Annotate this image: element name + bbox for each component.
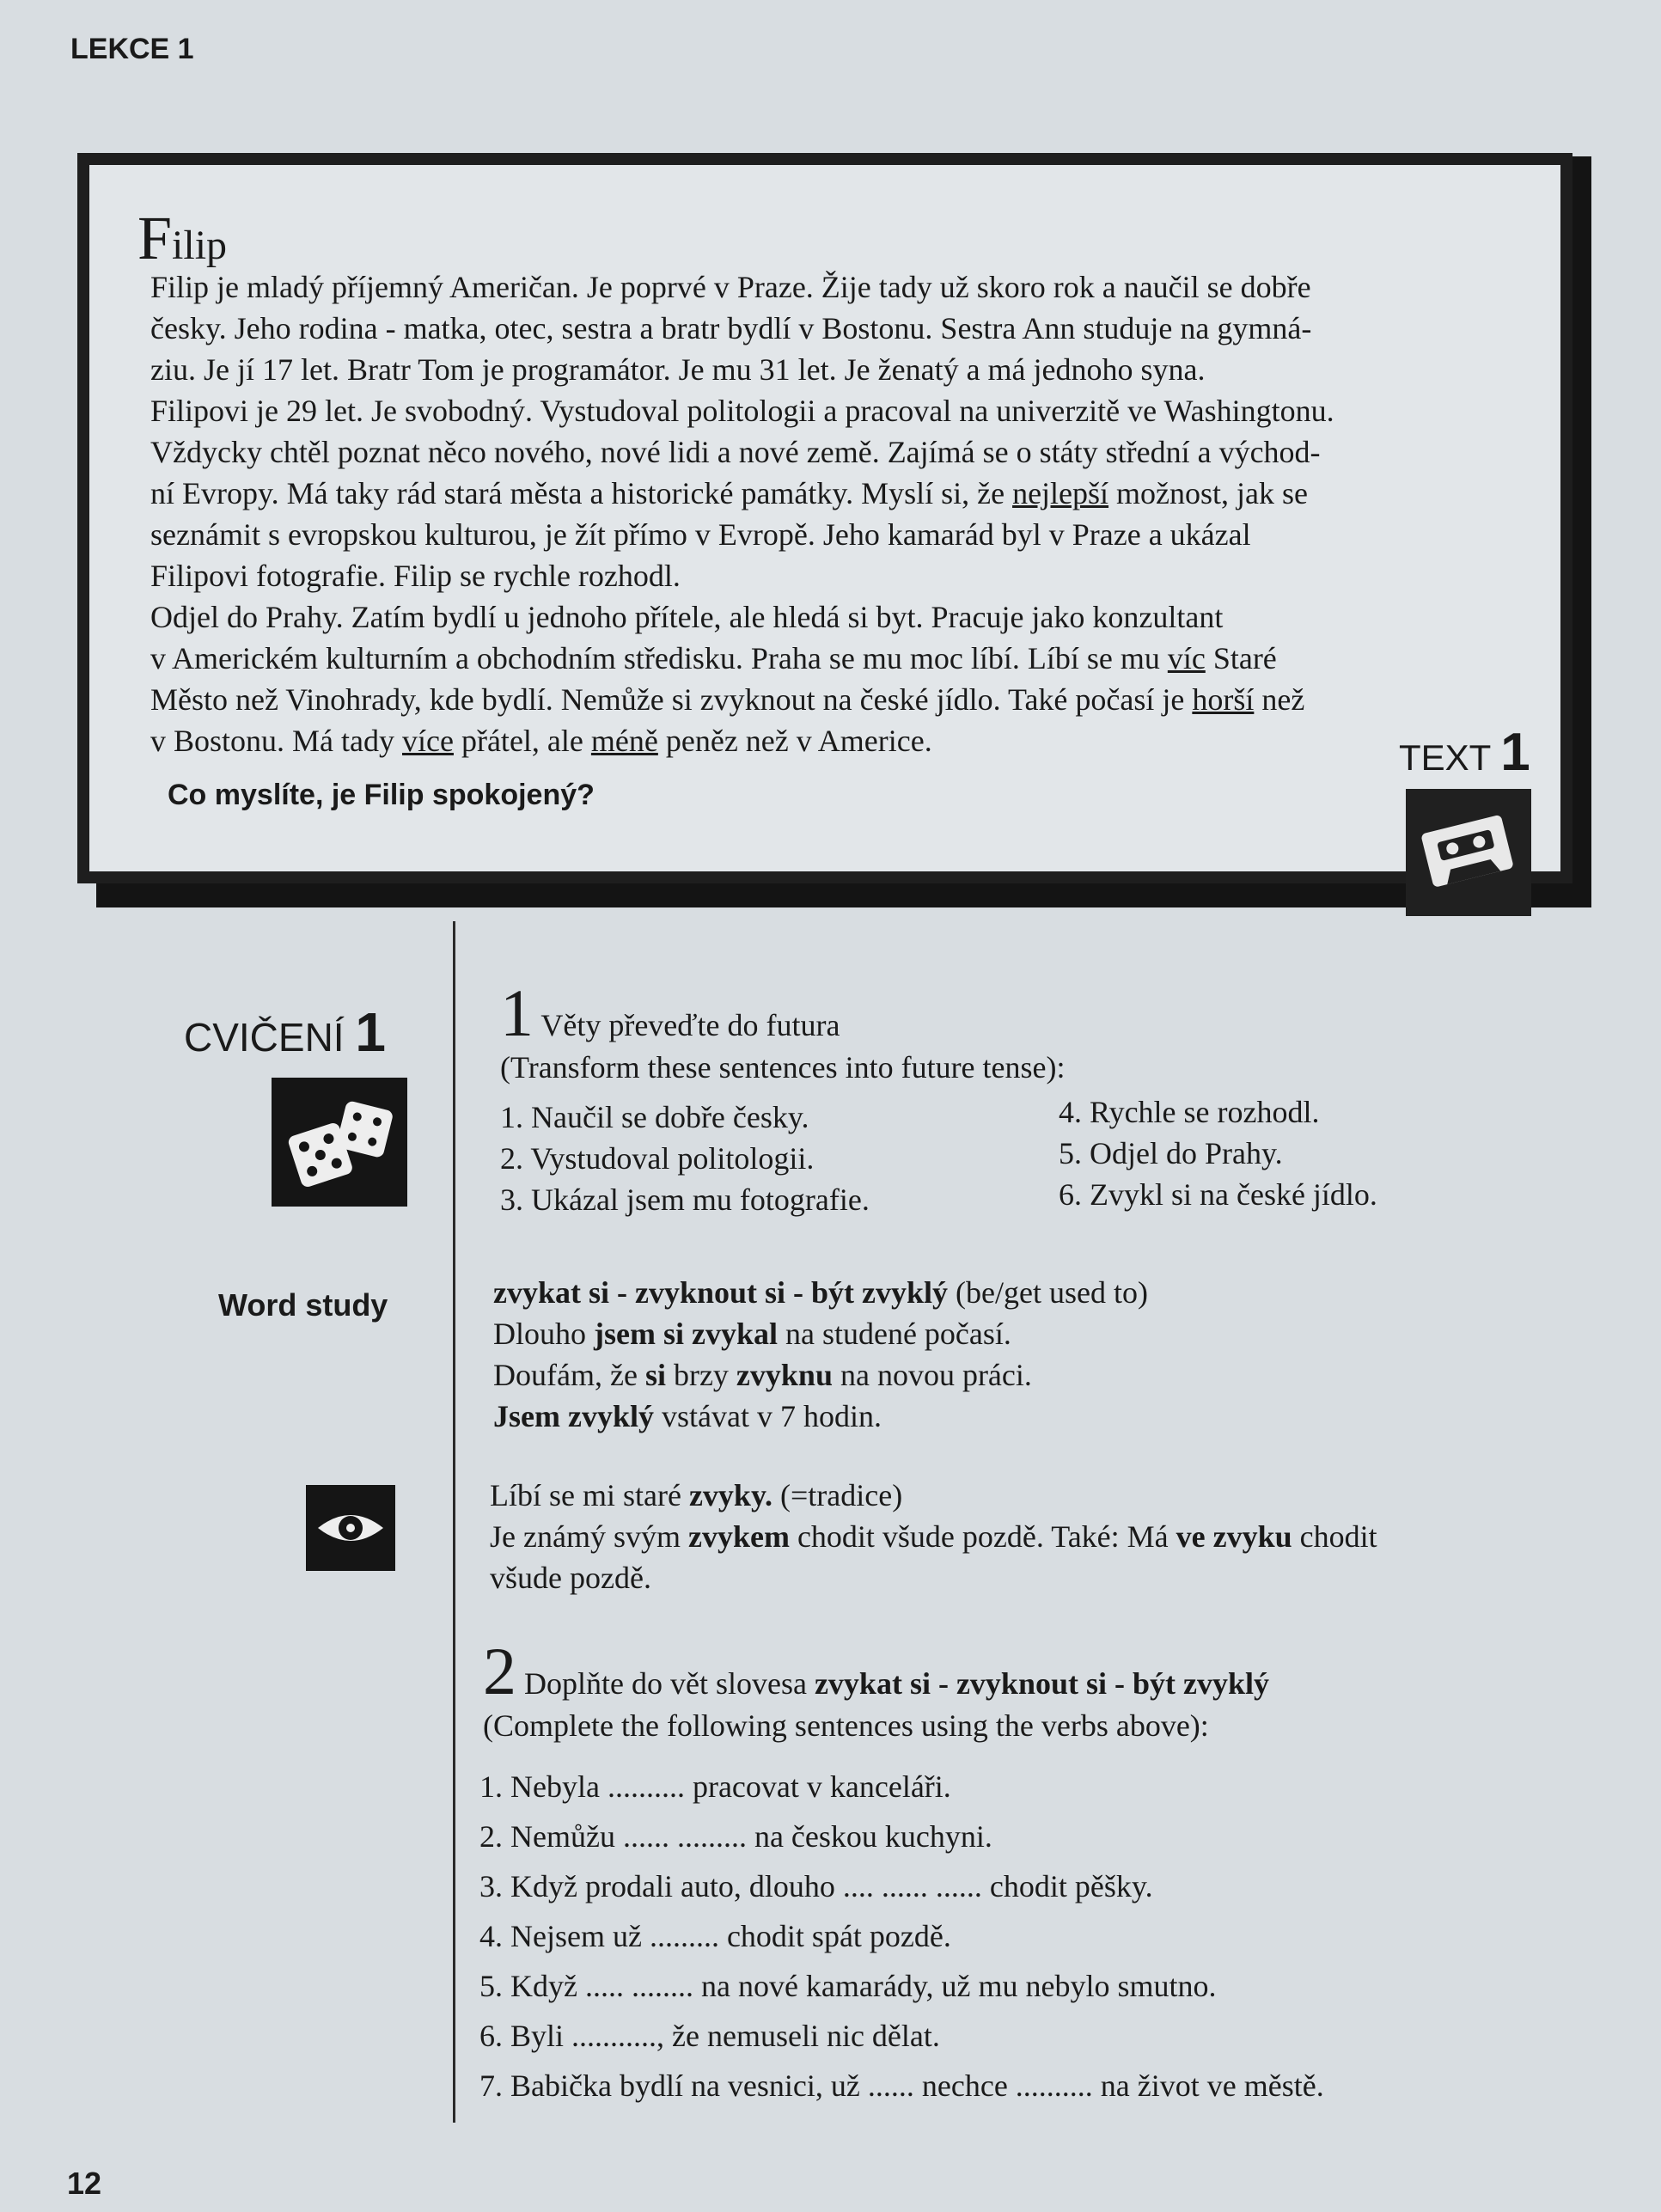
text-segment: chodit (1292, 1519, 1377, 1554)
title-initial: F (137, 204, 173, 272)
text-line (150, 473, 1542, 514)
exercise1-item: 5. Odjel do Prahy. (1059, 1136, 1283, 1170)
text-segment: přátel, ale (453, 724, 591, 758)
text-title (137, 203, 227, 274)
text-segment: brzy (665, 1358, 736, 1392)
exercise2-verbs: zvykat si - zvyknout si - být zvyklý (814, 1666, 1269, 1701)
word-study-example (493, 1313, 1148, 1354)
text-segment: (=tradice) (772, 1478, 903, 1512)
bold-segment: jsem si zvykal (594, 1317, 778, 1351)
exercise-number: 1 (355, 1001, 386, 1063)
text-label-number: 1 (1500, 723, 1530, 782)
exercise2-item: 6. Byli ..........., že nemuseli nic dělat. (479, 2019, 940, 2053)
text-segment: peněz než v Americe. (657, 724, 932, 758)
underlined-word: méně (590, 724, 658, 758)
text-label-word: TEXT (1399, 737, 1491, 778)
text-line (150, 720, 1542, 761)
text-line: seznámit s evropskou kulturou, je žít přímo v Evropě. Jeho kamarád byl v Praze a ukázal (150, 517, 1251, 552)
dice-icon (272, 1078, 407, 1207)
page-number: 12 (67, 2166, 102, 2201)
exercise2-item: 1. Nebyla .......... pracovat v kanceláři. (479, 1769, 951, 1804)
text-segment: možnost, jak se (1108, 476, 1309, 510)
exercise-label (184, 1000, 386, 1064)
text-segment: v Bostonu. Má tady (150, 724, 402, 758)
text-label (1399, 722, 1530, 783)
usage-block (490, 1475, 1377, 1598)
exercise-word: CVIČENÍ (184, 1015, 345, 1060)
exercise1-item: 1. Naučil se dobře česky. (500, 1100, 809, 1134)
lesson-label: LEKCE 1 (70, 33, 194, 65)
eye-icon-graphic (306, 1485, 395, 1571)
bold-segment: Jsem zvyklý (493, 1399, 654, 1433)
column-divider (453, 921, 455, 2123)
text-line: Filipovi je 29 let. Je svobodný. Vystudoval politologii a pracoval na univerzitě ve Washingtonu. (150, 394, 1334, 428)
text-line: Filip je mladý příjemný Američan. Je poprvé v Praze. Žije tady už skoro rok a naučil se dobře (150, 270, 1311, 304)
text-segment: Je známý svým (490, 1519, 688, 1554)
text-segment: Líbí se mi staré (490, 1478, 689, 1512)
underlined-word: více (402, 724, 454, 758)
usage-line: všude pozdě. (490, 1561, 651, 1595)
text-segment: Dlouho (493, 1317, 594, 1351)
exercise2-item: 4. Nejsem už ......... chodit spát pozdě. (479, 1919, 951, 1953)
text-segment: chodit všude pozdě. Také: Má (789, 1519, 1176, 1554)
word-study-heading (493, 1272, 1148, 1313)
text-segment: Staré (1205, 641, 1277, 675)
eye-icon (306, 1485, 395, 1571)
exercise1-item: 6. Zvykl si na české jídlo. (1059, 1177, 1377, 1212)
exercise2-item: 5. Když ..... ........ na nové kamarády, už mu nebylo smutno. (479, 1969, 1217, 2003)
exercise2-item: 2. Nemůžu ...... ......... na českou kuchyni. (479, 1819, 992, 1854)
text-segment: na novou práci. (832, 1358, 1032, 1392)
bold-segment: zvykem (687, 1519, 790, 1554)
title-rest: ilip (172, 223, 228, 268)
text-line: Filipovi fotografie. Filip se rychle rozhodl. (150, 559, 681, 593)
bold-segment: ve zvyku (1176, 1519, 1292, 1554)
exercise1-item: 3. Ukázal jsem mu fotografie. (500, 1182, 870, 1217)
word-study-label: Word study (218, 1287, 388, 1323)
usage-line (490, 1516, 1377, 1557)
text-line: Odjel do Prahy. Zatím bydlí u jednoho přítele, ale hledá si byt. Pracuje jako konzultant (150, 600, 1224, 634)
exercise1-item: 2. Vystudoval politologii. (500, 1141, 815, 1176)
exercise2-instruction-en: (Complete the following sentences using the verbs above): (483, 1708, 1209, 1743)
underlined-word: nejlepší (1012, 476, 1109, 510)
text-segment: ní Evropy. Má taky rád stará města a historické památky. Myslí si, že (150, 476, 1013, 510)
text-line (150, 679, 1542, 720)
exercise2-item: 7. Babička bydlí na vesnici, už ...... nechce .......... na život ve městě. (479, 2068, 1324, 2103)
exercise2-instruction-cz: Doplňte do vět slovesa (524, 1666, 815, 1701)
usage-line (490, 1475, 1377, 1516)
underlined-word: víc (1167, 641, 1206, 675)
text-line: ziu. Je jí 17 let. Bratr Tom je programátor. Je mu 31 let. Je ženatý a má jednoho syna. (150, 352, 1206, 387)
exercise1-instruction-cz: Věty převeďte do futura (540, 1008, 840, 1042)
word-study-gloss: (be/get used to) (948, 1275, 1148, 1310)
exercise1-number: 1 (500, 975, 534, 1050)
text-segment: na studené počasí. (777, 1317, 1011, 1351)
exercise1-items-right (1059, 1091, 1377, 1215)
text-line: Vždycky chtěl poznat něco nového, nové lidi a nové země. Zajímá se o státy střední a východ- (150, 435, 1321, 469)
bold-segment: si (644, 1358, 666, 1392)
text-segment: Doufám, že (493, 1358, 645, 1392)
exercise1-instruction-en: (Transform these sentences into future tense): (500, 1050, 1066, 1085)
exercise2-heading (483, 1634, 1269, 1746)
text-segment: vstávat v 7 hodin. (653, 1399, 882, 1433)
exercise2-number: 2 (483, 1634, 516, 1708)
text-segment: Město než Vinohrady, kde bydlí. Nemůže si zvyknout na české jídlo. Také počasí je (150, 682, 1193, 717)
word-study-block (493, 1272, 1148, 1437)
text-segment: v Americkém kulturním a obchodním středisku. Praha se mu moc líbí. Líbí se mu (150, 641, 1168, 675)
exercise1-item: 4. Rychle se rozhodl. (1059, 1095, 1320, 1129)
word-study-verbs: zvykat si - zvyknout si - být zvyklý (493, 1275, 949, 1310)
cassette-icon-graphic (1406, 789, 1531, 916)
exercise2-items (479, 1762, 1324, 2111)
exercise2-item: 3. Když prodali auto, dlouho .... ...... ...... chodit pěšky. (479, 1869, 1153, 1903)
exercise1-instruction-line (500, 975, 1066, 1050)
underlined-word: horší (1192, 682, 1255, 717)
exercise2-instruction-line (483, 1634, 1269, 1708)
bold-segment: zvyky. (688, 1478, 772, 1512)
word-study-example (493, 1396, 1148, 1437)
text-line: česky. Jeho rodina - matka, otec, sestra a bratr bydlí v Bostonu. Sestra Ann studuje na gymná- (150, 311, 1312, 345)
text-segment: než (1254, 682, 1305, 717)
exercise1-heading (500, 975, 1066, 1088)
dice-icon-graphic (272, 1078, 407, 1207)
word-study-example (493, 1354, 1148, 1396)
text-body (150, 266, 1542, 761)
text-question: Co myslíte, je Filip spokojený? (168, 779, 595, 811)
bold-segment: zvyknu (736, 1358, 833, 1392)
exercise1-items-left (500, 1097, 870, 1220)
text-line (150, 638, 1542, 679)
cassette-icon (1406, 789, 1531, 916)
